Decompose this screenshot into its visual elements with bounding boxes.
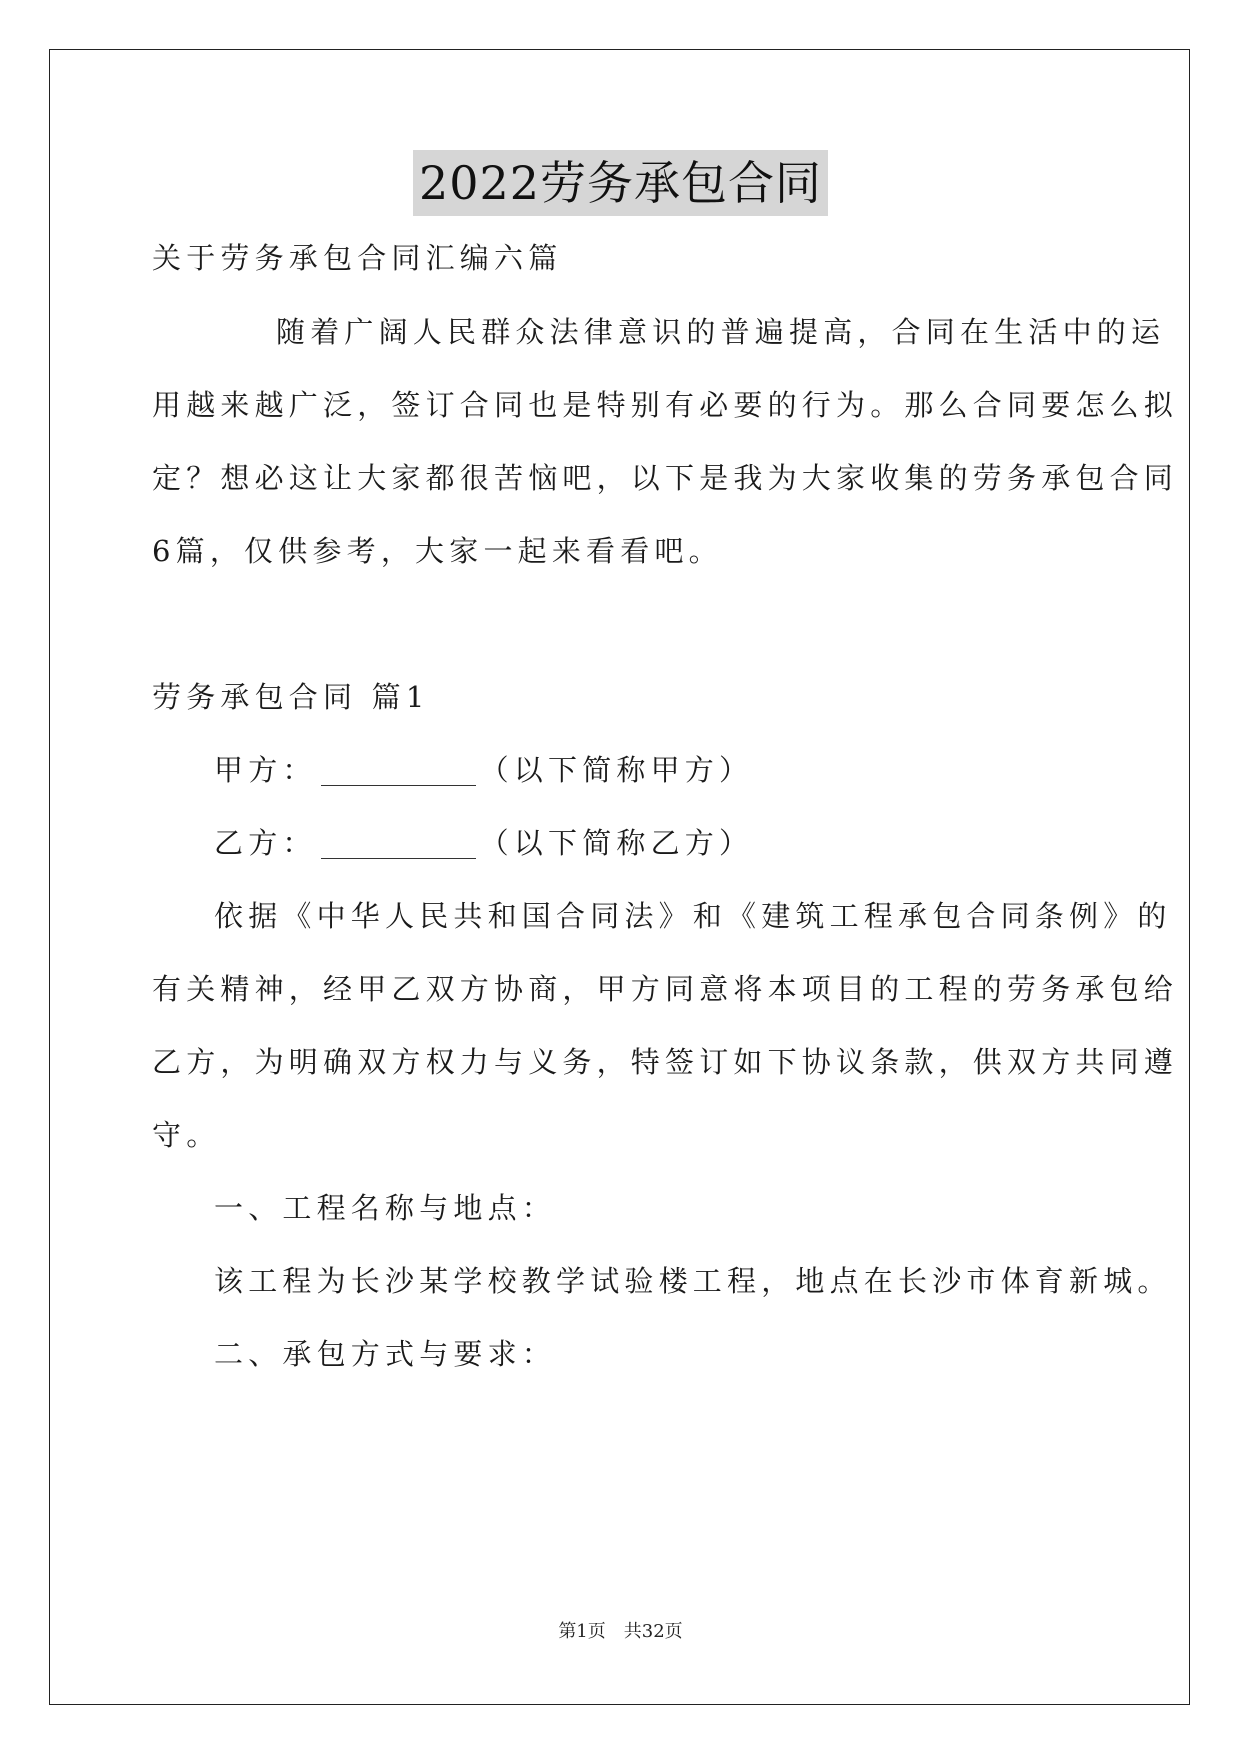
page-border — [49, 49, 1190, 1705]
basis-paragraph-line: 依据《中华人民共和国合同法》和《建筑工程承包合同条例》的 — [214, 899, 1172, 933]
party-a-label: 甲方： — [214, 753, 317, 787]
party-a-line — [214, 750, 753, 790]
party-a-blank — [321, 755, 476, 786]
party-b-blank — [321, 828, 476, 859]
basis-paragraph-line: 有关精神，经甲乙双方协商，甲方同意将本项目的工程的劳务承包给 — [152, 972, 1179, 1006]
party-a-suffix: （以下简称甲方） — [479, 753, 754, 787]
document-title: 2022劳务承包合同 — [413, 150, 828, 216]
title-container — [0, 150, 1241, 216]
basis-paragraph-line: 乙方，为明确双方权力与义务，特签订如下协议条款，供双方共同遵 — [152, 1045, 1179, 1079]
clause-2-heading: 二、承包方式与要求： — [214, 1337, 557, 1371]
party-b-label: 乙方： — [214, 826, 317, 860]
page-footer: 第1页 共32页 — [558, 1621, 683, 1642]
basis-paragraph-line: 守。 — [152, 1118, 221, 1152]
intro-paragraph-line: 6篇，仅供参考，大家一起来看看吧。 — [152, 534, 723, 568]
intro-paragraph-line: 定？想必这让大家都很苦恼吧，以下是我为大家收集的劳务承包合同 — [152, 461, 1179, 495]
intro-paragraph-line: 随着广阔人民群众法律意识的普遍提高，合同在生活中的运 — [276, 315, 1166, 349]
section-heading: 劳务承包合同 篇1 — [152, 680, 430, 714]
clause-1-heading: 一、工程名称与地点： — [214, 1191, 557, 1225]
clause-1-text: 该工程为长沙某学校教学试验楼工程，地点在长沙市体育新城。 — [214, 1264, 1172, 1298]
party-b-line — [214, 823, 753, 863]
party-b-suffix: （以下简称乙方） — [479, 826, 754, 860]
intro-heading: 关于劳务承包合同汇编六篇 — [152, 241, 563, 275]
intro-paragraph-line: 用越来越广泛，签订合同也是特别有必要的行为。那么合同要怎么拟 — [152, 388, 1179, 422]
